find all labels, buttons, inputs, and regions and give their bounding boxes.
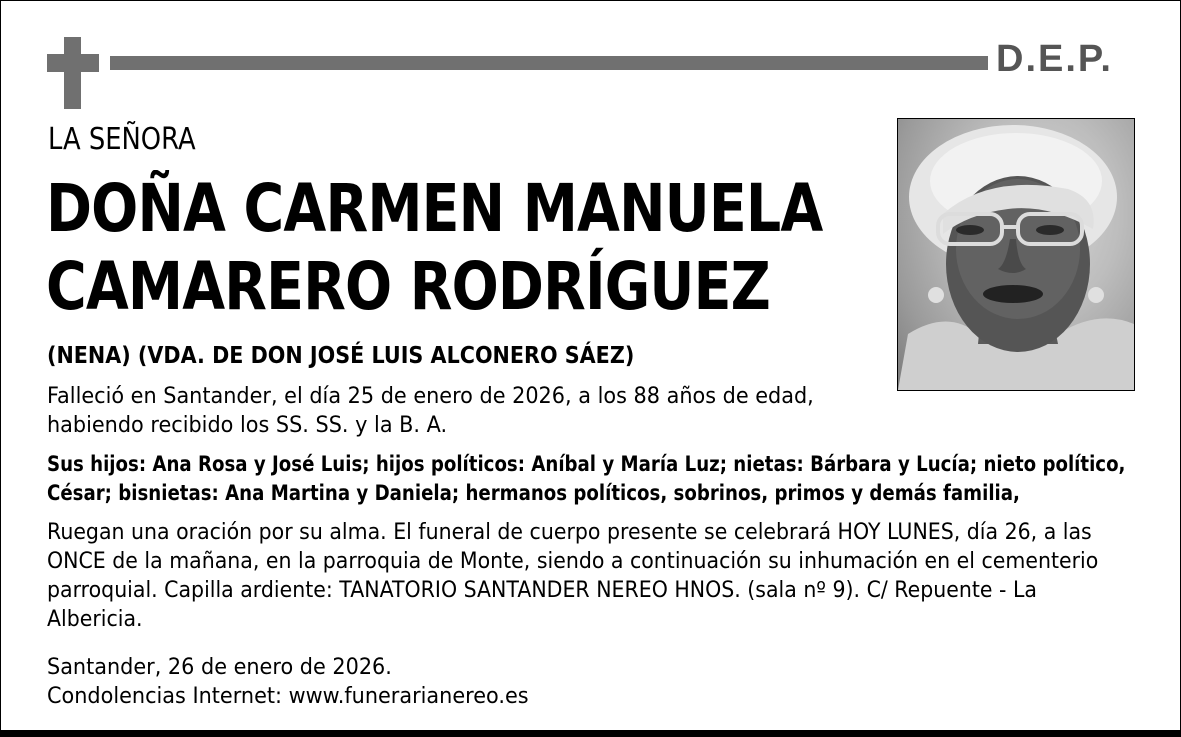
death-line-1: Falleció en Santander, el día 25 de enero de 2026, a los 88 años de edad, — [47, 384, 814, 409]
name-line-1: DOÑA CARMEN MANUELA — [46, 170, 823, 247]
family-paragraph — [47, 450, 1125, 508]
funeral-line-3: parroquial. Capilla ardiente: TANATORIO SANTANDER NEREO HNOS. (sala nº 9). C/ Repuente - La — [47, 578, 1037, 603]
deceased-name — [46, 170, 822, 326]
intro-title: LA SEÑORA — [48, 122, 196, 157]
closing-paragraph — [47, 653, 529, 711]
header-rule — [110, 56, 988, 70]
funeral-line-2: ONCE de la mañana, en la parroquia de Monte, siendo a continuación su inhumación en el cementerio — [47, 549, 1099, 574]
dep-label: D.E.P. — [996, 38, 1113, 80]
closing-date: Santander, 26 de enero de 2026. — [47, 655, 392, 680]
funeral-line-1: Ruegan una oración por su alma. El funeral de cuerpo presente se celebrará HOY LUNES, día 26, a las — [47, 520, 1092, 545]
condolences-line: Condolencias Internet: www.funerarianereo.es — [47, 684, 529, 709]
family-line-2: César; bisnietas: Ana Martina y Daniela; hermanos políticos, sobrinos, primos y demás familia, — [47, 481, 1020, 505]
death-paragraph — [47, 382, 814, 440]
nickname-widow-line: (NENA) (VDA. DE DON JOSÉ LUIS ALCONERO SÁEZ) — [47, 343, 635, 369]
portrait-illustration — [898, 119, 1134, 390]
cross-icon — [47, 37, 99, 109]
funeral-line-4: Albericia. — [47, 607, 143, 632]
family-line-1: Sus hijos: Ana Rosa y José Luis; hijos políticos: Aníbal y María Luz; nietas: Bárbara y Lucía; nieto político, — [47, 452, 1126, 476]
bottom-rule — [0, 730, 1181, 737]
portrait-photo — [897, 118, 1135, 391]
name-line-2: CAMARERO RODRÍGUEZ — [46, 248, 770, 325]
funeral-paragraph — [47, 518, 1098, 634]
death-line-2: habiendo recibido los SS. SS. y la B. A. — [47, 413, 448, 438]
